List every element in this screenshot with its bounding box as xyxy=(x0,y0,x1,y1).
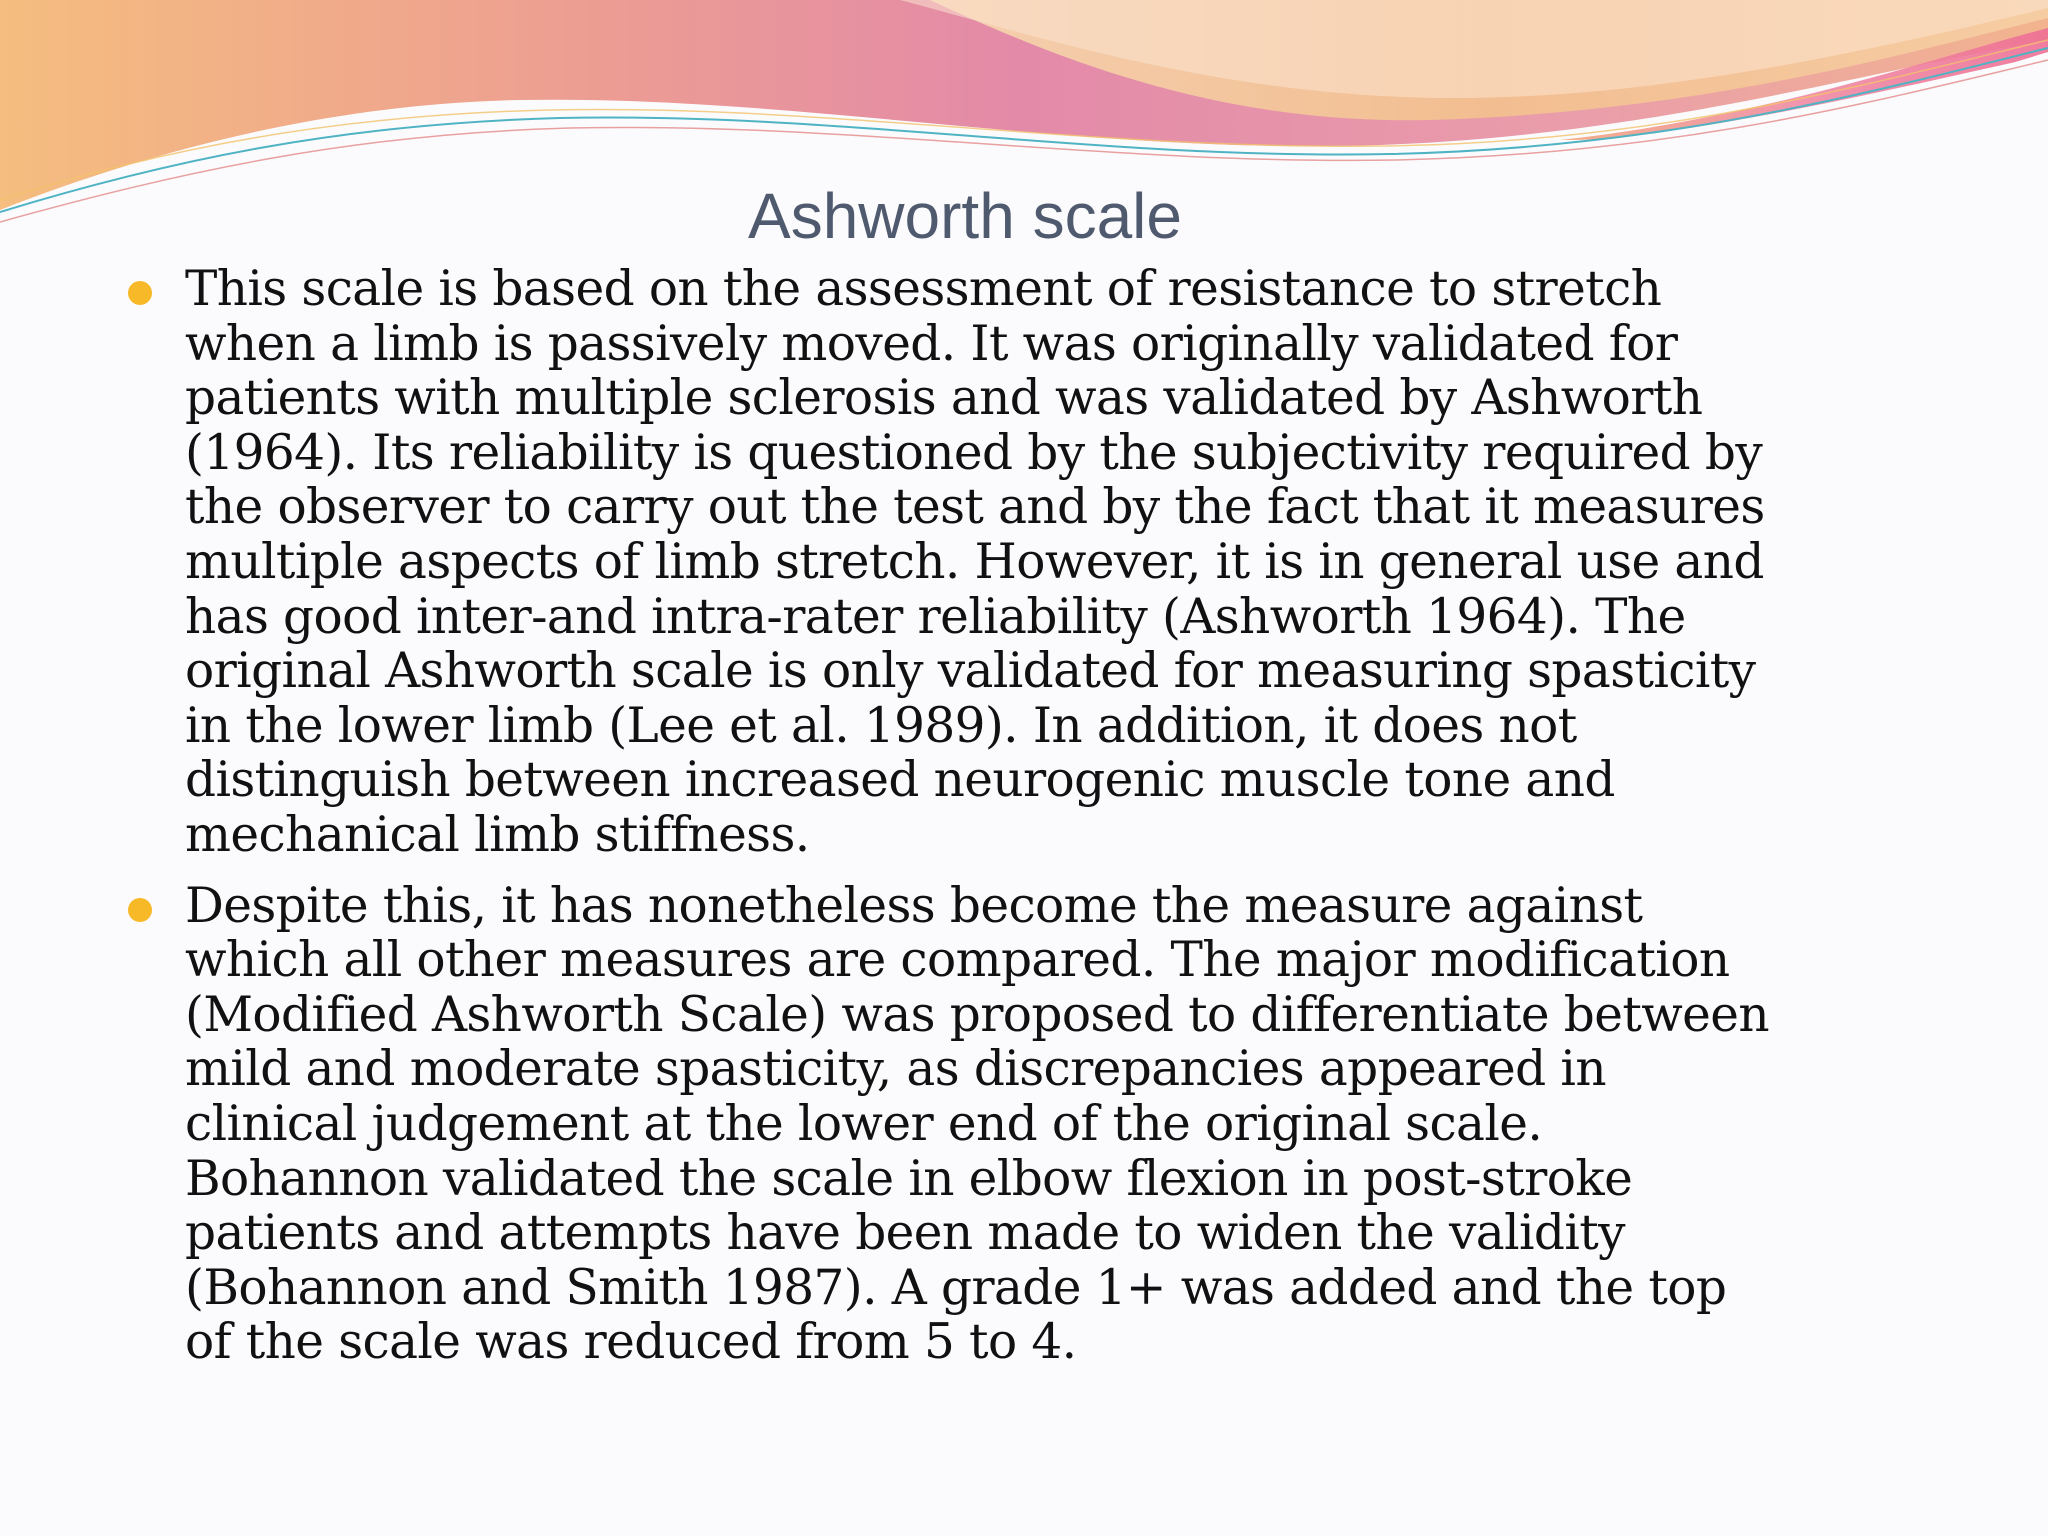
bullet-text: Despite this, it has nonetheless become the measure against which all other measures are compared. The major modification (Modified Ashworth Scale) was proposed to differentiate between mild and moderate spasticity, as discrepancies appeared in clinical judgement at the lower end of the original scale. Bohannon validated the scale in elbow flexion in post-stroke patients and attempts have been made to widen the validity (Bohannon and Smith 1987). A grade 1+ was added and the top of the scale was reduced from 5 to 4. xyxy=(185,877,1769,1371)
bullet-list xyxy=(0,262,2048,1386)
bullet-dot-icon xyxy=(128,281,152,305)
slide-title: Ashworth scale xyxy=(748,180,1182,252)
bullet-item xyxy=(0,262,1775,863)
bullet-text: This scale is based on the assessment of resistance to stretch when a limb is passively moved. It was originally validated for patients with multiple sclerosis and was validated by Ashworth (1964). Its reliability is questioned by the subjectivity required by the observer to carry out the test and by the fact that it measures multiple aspects of limb stretch. However, it is in general use and has good inter-and intra-rater reliability (Ashworth 1964). The original Ashworth scale is only validated for measuring spasticity in the lower limb (Lee et al. 1989). In addition, it does not distinguish between increased neurogenic muscle tone and mechanical limb stiffness. xyxy=(185,261,1765,863)
bullet-dot-icon xyxy=(128,898,152,922)
bullet-item xyxy=(0,879,1775,1370)
